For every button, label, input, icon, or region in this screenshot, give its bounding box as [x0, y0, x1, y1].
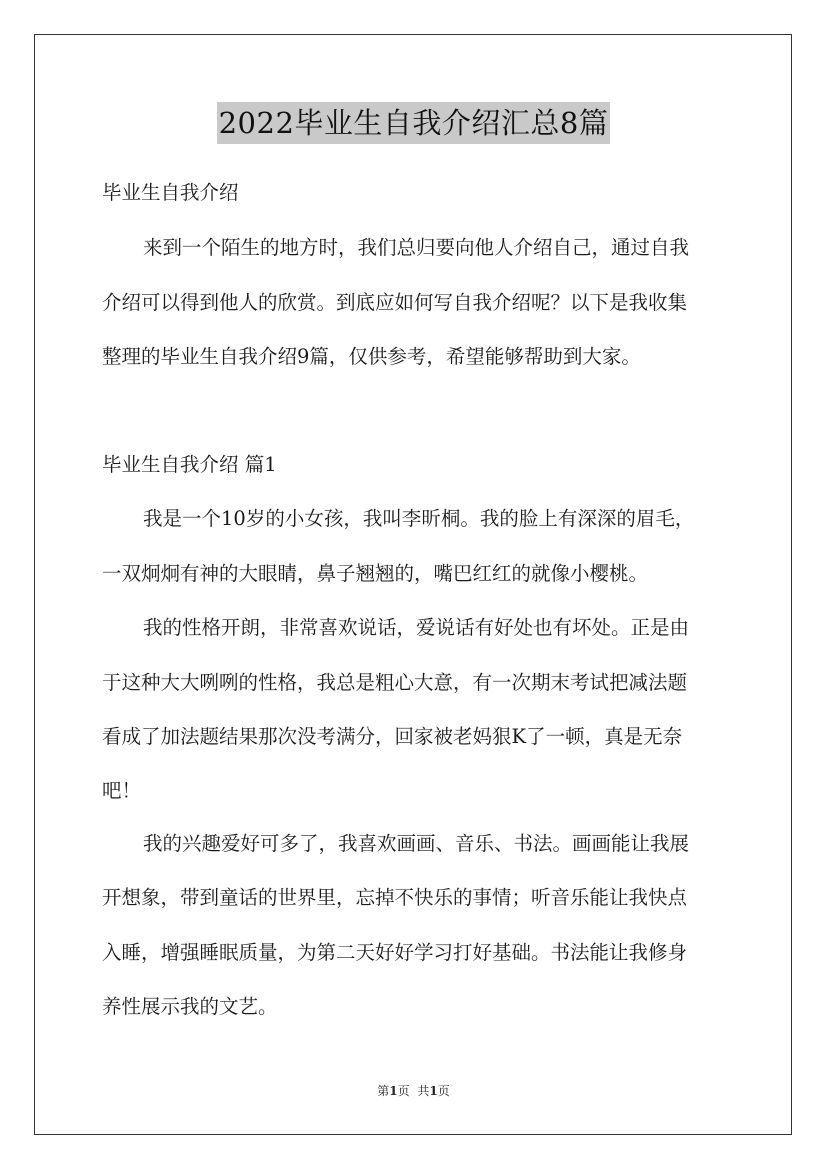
paragraph-line: 一双炯炯有神的大眼睛，鼻子翘翘的，嘴巴红红的就像小樱桃。 [102, 562, 649, 585]
current-page-number: 1 [389, 1084, 398, 1098]
total-unit: 页 [437, 1084, 450, 1098]
paragraph-line: 来到一个陌生的地方时，我们总归要向他人介绍自己，通过自我 [143, 236, 690, 259]
section-heading-part1: 毕业生自我介绍 篇1 [102, 453, 277, 476]
paragraph-line: 我的性格开朗，非常喜欢说话，爱说话有好处也有坏处。正是由 [143, 616, 690, 639]
paragraph-line: 介绍可以得到他人的欣赏。到底应如何写自我介绍呢？以下是我收集 [102, 291, 688, 314]
paragraph-line: 吧！ [102, 779, 142, 802]
paragraph-line: 开想象，带到童话的世界里，忘掉不快乐的事情；听音乐能让我快点 [102, 886, 688, 909]
paragraph-line: 整理的毕业生自我介绍9篇，仅供参考，希望能够帮助到大家。 [102, 345, 641, 368]
paragraph-line: 看成了加法题结果那次没考满分，回家被老妈狠K了一顿，真是无奈 [102, 725, 683, 748]
page-unit: 页 [397, 1084, 410, 1098]
paragraph-line: 养性展示我的文艺。 [102, 995, 278, 1018]
paragraph-line: 我是一个10岁的小女孩，我叫李昕桐。我的脸上有深深的眉毛， [143, 507, 695, 530]
paragraph-line: 入睡，增强睡眠质量，为第二天好好学习打好基础。书法能让我修身 [102, 941, 688, 964]
page-prefix: 第 [377, 1084, 390, 1098]
section-heading-intro: 毕业生自我介绍 [102, 181, 239, 204]
paragraph-line: 于这种大大咧咧的性格，我总是粗心大意，有一次期末考试把减法题 [102, 671, 688, 694]
total-page-number: 1 [429, 1084, 438, 1098]
paragraph-line: 我的兴趣爱好可多了，我喜欢画画、音乐、书法。画画能让我展 [143, 832, 690, 855]
page-footer [0, 1083, 827, 1099]
title-container [0, 102, 827, 144]
total-prefix: 共 [417, 1084, 430, 1098]
document-title: 2022毕业生自我介绍汇总8篇 [217, 102, 611, 144]
